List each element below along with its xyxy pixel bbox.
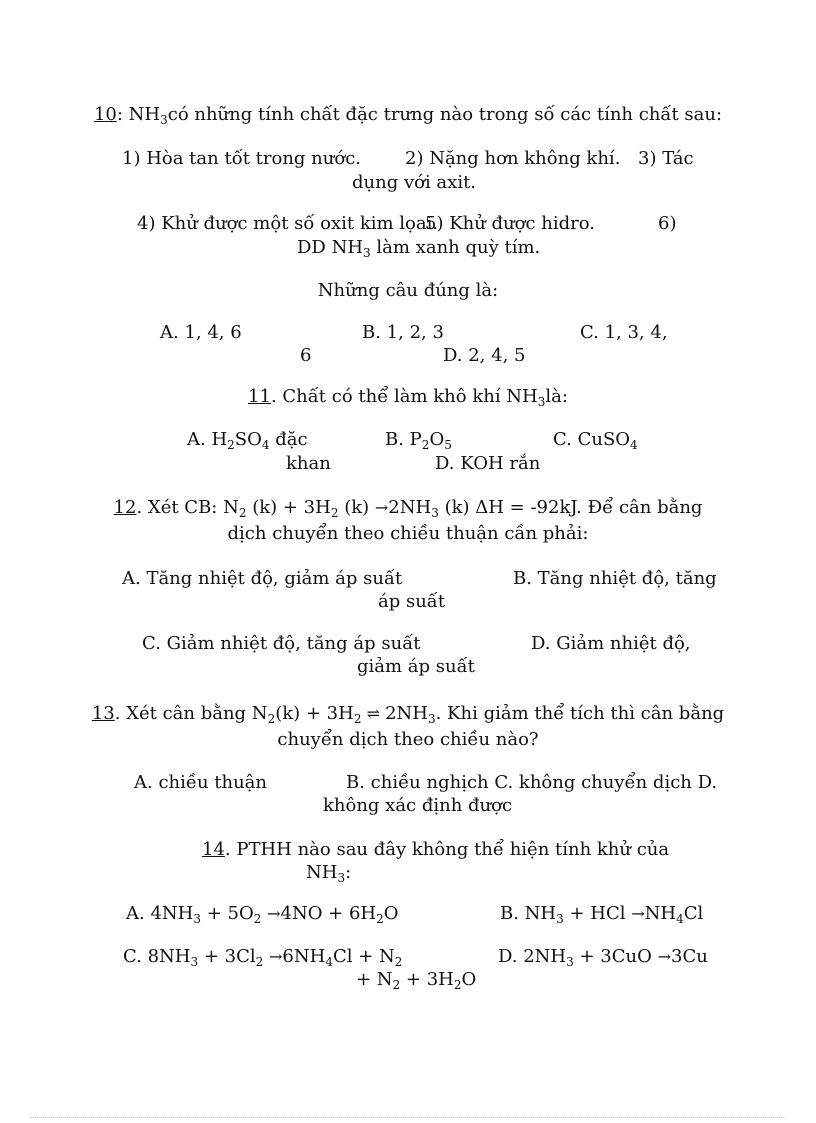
q10-option-c: C. 1, 3, 4, <box>580 322 668 343</box>
q10-prop-3: 3) Tác <box>638 148 694 169</box>
reaction-arrow-icon: → <box>269 947 283 966</box>
q10-prop-2: 2) Nặng hơn không khí. <box>405 148 621 169</box>
q10-prop-5: 5) Khử được hidro. <box>425 213 596 234</box>
q12-stem-cont: dịch chuyển theo chiều thuận cần phải: <box>227 523 589 544</box>
q11-option-a: A. $H_2SO_4$ đặc <box>187 429 308 452</box>
page-bottom-divider <box>30 1117 786 1118</box>
q14-option-a: A. $4NH_3 + 5O_2 \to 4NO + 6H_2O$ <box>126 903 399 926</box>
reaction-arrow-icon: → <box>267 904 281 923</box>
q11-option-d: D. KOH rắn <box>435 453 541 474</box>
q11-option-c-cont: khan <box>286 453 331 474</box>
q10-prompt: Những câu đúng là: <box>317 280 499 301</box>
q10-prop-6-cont: DD $NH_3$ làm xanh quỳ tím. <box>297 237 541 260</box>
q10-number: 10 <box>93 104 117 125</box>
q12-option-d: D. Giảm nhiệt độ, <box>531 633 691 654</box>
q11-option-c: C. CuSO$_4$ <box>553 429 638 452</box>
q14-stem: 14. PTHH nào sau đây không thể hiện tính khử của <box>202 839 670 860</box>
q14-number: 14 <box>202 839 225 860</box>
q13-number: 13 <box>91 703 115 724</box>
q14-option-b: B. $NH_3$ + HCl $\to NH_4Cl$ <box>500 903 704 926</box>
q10-prop-1: 1) Hòa tan tốt trong nước. <box>122 148 362 169</box>
q14-option-c: C. $8NH_3 + 3Cl_2 \to 6NH_4Cl + N_2$ <box>123 946 403 969</box>
q11-option-b: B. $P_2O_5$ <box>385 429 452 452</box>
q14-option-d-cont: + $N_2 + 3H_2O$ <box>356 969 477 992</box>
q14-option-d: D. $2NH_3 + 3CuO \to 3Cu$ <box>498 946 708 969</box>
q12-option-b: B. Tăng nhiệt độ, tăng <box>513 568 717 589</box>
q13-option-a: A. chiều thuận <box>134 772 268 793</box>
q12-option-a: A. Tăng nhiệt độ, giảm áp suất <box>122 568 403 589</box>
q10-prop-6: 6) <box>658 213 677 234</box>
q13-stem: 13. Xét cân bằng $N_2(k) + 3H_2$ ⇌ $2NH_3$. Khi giảm thể tích thì cân bằng <box>91 703 725 726</box>
q14-stem-cont: $NH_3$: <box>306 862 352 885</box>
delta-symbol: Δ <box>475 497 489 518</box>
reaction-arrow-icon: → <box>631 904 645 923</box>
q12-option-b-cont: áp suất <box>378 591 446 612</box>
q12-option-d-cont: giảm áp suất <box>357 656 475 677</box>
q11-stem: 11. Chất có thể làm khô khí $NH_3là$: <box>248 386 568 409</box>
reaction-arrow-icon: → <box>374 498 389 517</box>
q10-option-d: D. 2, 4, 5 <box>443 345 526 366</box>
q10-stem: 10: $NH_3có$ những tính chất đặc trưng nào trong số các tính chất sau: <box>93 104 723 127</box>
equilibrium-arrow-icon: ⇌ <box>361 704 386 723</box>
q10-option-c-cont: 6 <box>300 345 312 366</box>
q13-option-d-cont: không xác định được <box>323 795 513 816</box>
q12-number: 12 <box>113 497 137 518</box>
q13-option-b-c-d: B. chiều nghịch C. không chuyển dịch D. <box>346 772 718 793</box>
q10-option-a: A. 1, 4, 6 <box>160 322 242 343</box>
q12-stem: 12. Xét CB: $N_2$ $(k) + 3H_2$ $(k) \to 2NH_3$ (k) ΔH = -92kJ. Để cân bằng <box>113 497 703 520</box>
q10-prop-4: 4) Khử được một số oxit kim lọai. <box>137 213 439 234</box>
q11-number: 11 <box>248 386 271 407</box>
q13-stem-cont: chuyển dịch theo chiều nào? <box>277 729 539 750</box>
q12-option-c: C. Giảm nhiệt độ, tăng áp suất <box>142 633 421 654</box>
q10-option-b: B. 1, 2, 3 <box>362 322 444 343</box>
q10-prop-3-cont: dụng với axit. <box>352 172 477 193</box>
reaction-arrow-icon: → <box>657 947 672 966</box>
